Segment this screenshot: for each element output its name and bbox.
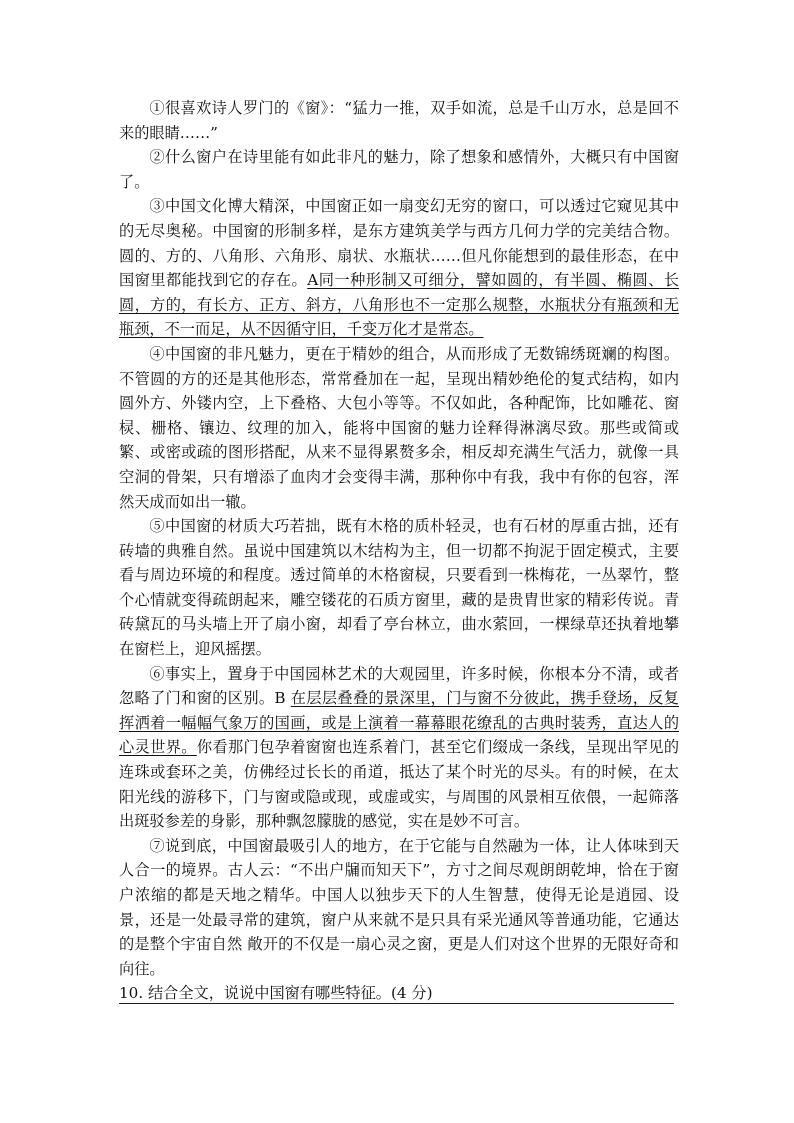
paragraph-text: ②什么窗户在诗里能有如此非凡的魅力，除了想象和感情外，大概只有中国窗了。 [119, 148, 679, 191]
paragraph-3 [119, 194, 679, 342]
paragraph-7 [119, 834, 679, 982]
paragraph-text: ①很喜欢诗人罗门的《窗》：“猛力一推，双手如流，总是千山万水，总是回不来的眼睛……” [119, 99, 679, 142]
paragraph-text: ③中国文化博大精深，中国窗正如一扇变幻无穷的窗口，可以透过它窥见其中的无尽奥秘。中国窗的形制多样，是东方建筑美学与西方几何力学的完美结合物。圆的、方的、八角形、六角形、扇状、水瓶状……但凡你能想到的最佳形态，在中国窗里都能找到它的存在。 [119, 197, 679, 290]
paragraph-4 [119, 342, 679, 514]
paragraph-6 [119, 662, 679, 834]
paragraph-1 [119, 96, 679, 145]
paragraph-text: 你看那门包孕着窗窗也连系着门，甚至它们缀成一条线，呈现出罕见的连珠或套环之美，仿佛经过长长的甬道，抵达了某个时光的尽头。有的时候，在太阳光线的游移下，门与窗或隐或现，或虚或实，与周围的风景相互依偎，一起筛落出斑驳参差的身影，那种飘忽朦胧的感觉，实在是妙不可言。 [119, 738, 680, 831]
question-text: 10. 结合全文，说说中国窗有哪些特征。(4 分) [119, 984, 433, 1003]
paragraph-text: ⑥事实上，置身于中国园林艺术的大观园里，许多时候，你根本分不清，或者忽略了门和窗的区别。B [119, 664, 679, 708]
paragraph-text: ⑦说到底，中国窗最吸引人的地方，在于它能与自然融为一体，让人体味到天人合一的境界。古人云：“不出户牖而知天下”，方寸之间尽观朗朗乾坤，恰在于窗户浓缩的都是天地之精华。中国人以独步天下的人生智慧，使得无论是逍园、设景，还是一处最寻常的建筑，窗户从来就不是只具有采光通风等普通功能，它通达的是整个宇宙自然 敞开的不仅是一扇心灵之窗，更是人们对这个世界的无限好奇和向往。 [119, 836, 679, 978]
underlined-sentence-b: 在层层叠叠的景深里，门与窗不分彼此，携手登场，反复挥洒着一幅幅气象万的国画，或是上演着一幕幕眼花缭乱的古典时装秀，直达人的心灵世界。 [119, 689, 679, 757]
paragraph-text: ⑤中国窗的材质大巧若拙，既有木格的质朴轻灵，也有石材的厚重古拙，还有砖墙的典雅自然。虽说中国建筑以木结构为主，但一切都不拘泥于固定模式，主要看与周边环境的和程度。透过简单的木格窗棂，只要看到一株梅花，一丛翠竹，整个心情就变得疏朗起来，雕空镂花的石质方窗里，藏的是贵胄世家的精彩传说。青砖黛瓦的马头墙上开了扇小窗，却看了亭台林立，曲水萦回，一棵绿草还执着地攀在窗栏上，迎风摇摆。 [119, 517, 679, 659]
underlined-sentence-a: A同一种形制又可细分，譬如圆的，有半圆、椭圆、长圆，方的，有长方、正方、斜方，八角形也不一定那么规整，水瓶状分有瓶颈和无瓶颈，不一而足，从不因循守旧，千变万化才是常态。 [119, 271, 680, 339]
passage [119, 96, 679, 1006]
answer-line[interactable] [119, 1003, 674, 1004]
paragraph-text: ④中国窗的非凡魅力，更在于精妙的组合，从而形成了无数锦绣斑斓的构图。不管圆的方的还是其他形态，常常叠加在一起，呈现出精妙绝伦的复式结构，如内圆外方、外镂内空，上下叠格、大包小等等。不仅如此，各种配饰，比如雕花、窗棂、栅格、镶边、纹理的加入，能将中国窗的魅力诠释得淋漓尽致。那些或简或繁、或密或疏的图形搭配，从来不显得累赘多余，相反却充满生气活力，就像一具空洞的骨架，只有增添了血肉才会变得丰满，那种你中有我，我中有你的包容，浑然天成而如出一辙。 [119, 344, 679, 511]
paragraph-2 [119, 145, 679, 194]
paragraph-5 [119, 514, 679, 662]
